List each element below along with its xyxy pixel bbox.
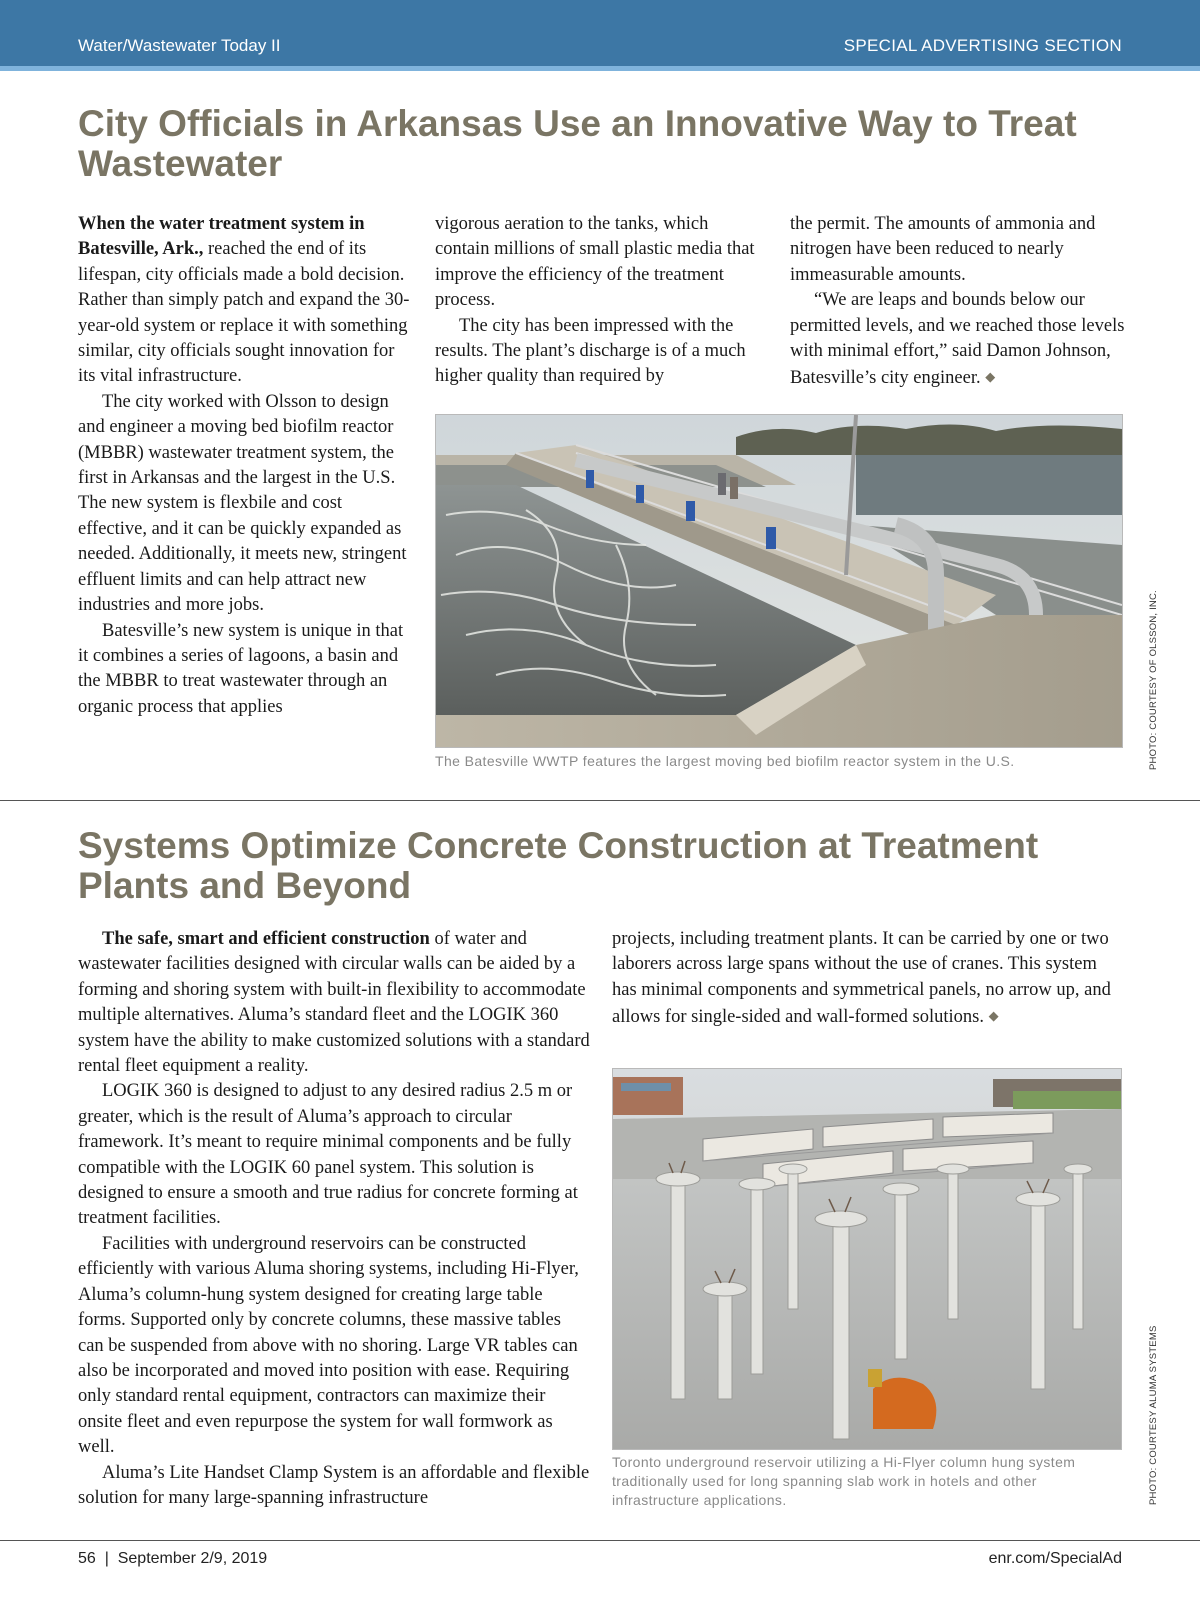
article2-p1-text: of water and wastewater facilities designed with circular walls can be aided by a forming and shoring system with built-in flexibility to accommodate multiple alternatives. Aluma’s standard fleet and the LOGIK 360 system have the ability to make customized solutions with a standard rental fleet equipment a reality. [78,929,590,1077]
article1-paragraph-5 [790,288,1125,392]
wwtp-photo-illustration [436,415,1122,747]
header-band [0,0,1200,66]
wwtp-photo [435,414,1123,748]
article2-p4b-text: projects, including treatment plants. It can be carried by one or two laborers across large spans without the use of cranes. This system has minimal components and symmetrical panels, no arrow up, and allows for single-sided and wall-formed solutions. [612,929,1111,1028]
article2-paragraph-3: Facilities with underground reservoirs can be constructed efficiently with various Aluma shoring systems, including Hi-Flyer, Aluma’s column-hung system designed for creating large table forms. Supported only by concrete columns, these massive tables can be suspended from above with no shoring. Large VR tables can also be incorporated and moved into position with ease. Requiring only standard rental equipment, contractors can maximize their onsite fleet and even repurpose the system for wall formwork as well. [78,1233,579,1458]
article1-column-1 [78,212,413,720]
article1-paragraph-3: Batesville’s new system is unique in that it combines a series of lagoons, a basin and the MBBR to treat wastewater through an organic process that applies [78,620,404,717]
article1-paragraph-2: The city worked with Olsson to design and engineer a moving bed biofilm reactor (MBBR) wastewater treatment system, the first in Arkansas and the largest in the U.S. The new system is flexbile and cost effective, and it can be quickly expanded as needed. Additionally, it meets new, stringent effluent limits and can help attract new industries and more jobs. [78,391,407,616]
article1-p1-text: reached the end of its lifespan, city officials made a bold decision. Rather than simply patch and expand the 30-year-old system or replace it with something similar, city officials sought innovation for its vital infrastructure. [78,239,410,387]
header-rule [0,66,1200,71]
article1-paragraph-4: The city has been impressed with the results. The plant’s discharge is of a much higher quality than required by [435,315,746,387]
article1-quote: “We are leaps and bounds below our permitted levels, and we reached those levels with minimal effort,” said Damon Johnson, Batesville’s city engineer. [790,290,1125,389]
reservoir-photo-illustration [613,1069,1121,1449]
reservoir-photo-caption: Toronto underground reservoir utilizing a Hi-Flyer column hung system traditionally used for long spanning slab work in hotels and other infrastructure applications. [612,1454,1076,1508]
article1-column-3 [790,212,1125,392]
article1-column-2 [435,212,760,390]
article2-lead: The safe, smart and efficient construction [102,929,430,949]
footer-rule [0,1540,1200,1541]
article2-paragraph-4: Aluma’s Lite Handset Clamp System is an affordable and flexible solution for many large-spanning infrastructure [78,1462,590,1508]
reservoir-photo-credit: PHOTO: COURTESY ALUMA SYSTEMS [1148,1325,1159,1505]
article1-lead: When the water treatment system in Batesville, Ark., [78,214,365,260]
article2-paragraph-1 [78,927,590,1079]
article1-headline: City Officials in Arkansas Use an Innovative Way to Treat Wastewater [78,103,1077,184]
article1-paragraph-1 [78,212,413,390]
article2-headline: Systems Optimize Concrete Construction at Treatment Plants and Beyond [78,825,1039,906]
wwtp-photo-credit: PHOTO: COURTESY OF OLSSON, INC. [1148,590,1159,770]
section-label: SPECIAL ADVERTISING SECTION [843,36,1122,55]
article2-column-1 [78,927,590,1511]
reservoir-photo [612,1068,1122,1450]
end-mark-icon: ◆ [988,1008,999,1024]
article1-paragraph-3-cont: vigorous aeration to the tanks, which contain millions of small plastic media that improve the efficiency of the treatment process. [435,214,755,311]
footer-url: enr.com/SpecialAd [988,1550,1122,1567]
article2-paragraph-2: LOGIK 360 is designed to adjust to any desired radius 2.5 m or greater, which is the result of Aluma’s approach to circular framework. It’s meant to require minimal components and be fully compatible with the LOGIK 60 panel system. This solution is designed to ensure a smooth and true radius for concrete forming at treatment facilities. [78,1081,578,1229]
article1-paragraph-4-cont: the permit. The amounts of ammonia and nitrogen have been reduced to nearly immeasurable amounts. [790,214,1096,285]
publication-title: Water/Wastewater Today II [78,36,281,55]
article-divider [0,800,1200,801]
article2-column-2 [612,927,1124,1031]
article2-paragraph-4-cont [612,927,1124,1031]
wwtp-photo-caption: The Batesville WWTP features the largest moving bed biofilm reactor system in the U.S. [435,753,1015,769]
page-info: 56 | September 2/9, 2019 [78,1550,268,1567]
end-mark-icon: ◆ [985,369,996,385]
